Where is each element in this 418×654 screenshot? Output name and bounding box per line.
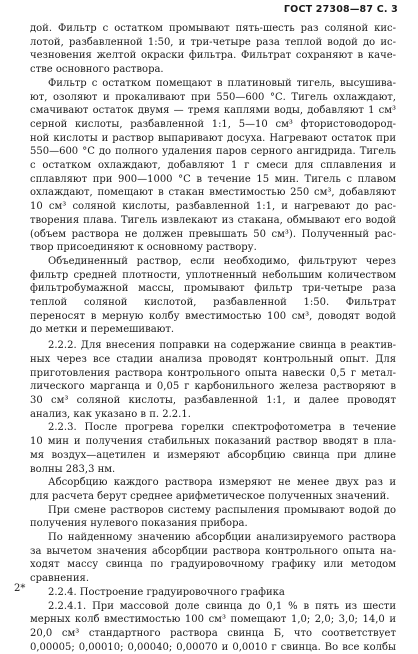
- text-line: твор присоединяют к основному раствору.: [30, 242, 257, 254]
- text-line: до метки и перемешивают.: [30, 324, 175, 336]
- text-line: 20,0 см³ стандартного раствора свинца Б, что соответствует: [30, 627, 396, 639]
- page-header: ГОСТ 27308—87 С. 3: [283, 4, 398, 15]
- text-line: При смене растворов систему распыления промывают водой до: [48, 504, 396, 516]
- text-line: мя воздух—ацетилен и измеряют абсорбцию свинца при длине: [30, 449, 396, 461]
- text-line: охлаждают, помещают в стакан вместимостью 250 см³, добавляют: [30, 187, 396, 199]
- text-line: 2.2.3. После прогрева горелки спектрофотометра в течение: [48, 422, 396, 434]
- text-line: ных через все стадии анализа проводят контрольный опыт. Для: [30, 353, 396, 365]
- text-line: 0,00005; 0,00010; 0,00040; 0,00070 и 0,0010 г свинца. Во все колбы: [30, 641, 396, 653]
- text-line: 10 см³ соляной кислоты, разбавленной 1:1, и нагревают до рас-: [30, 201, 396, 213]
- text-line: теплой соляной кислотой, разбавленной 1:50. Фильтрат: [30, 297, 396, 309]
- text-line: ют, озоляют и прокаливают при 550—600 °С. Тигель охлаждают,: [30, 91, 396, 103]
- text-line: Объединенный раствор, если необходимо, фильтруют через: [48, 255, 396, 267]
- text-line: лического марганца и 0,05 г карбонильного железа растворяют в: [30, 381, 396, 393]
- text-line: 550—600 °С до полного удаления паров серного ангидрида. Тигель: [30, 146, 396, 158]
- text-line: с остатком охлаждают, добавляют 1 г смеси для сплавления и: [30, 160, 396, 172]
- text-line: смачивают остаток двумя — тремя каплями воды, добавляют 1 см³: [30, 105, 396, 117]
- text-line: анализ, как указано в п. 2.2.1.: [30, 408, 191, 420]
- text-line: для расчета берут среднее арифметическое полученных значений.: [30, 490, 390, 502]
- text-line: сравнения.: [30, 573, 89, 585]
- text-line: дой. Фильтр с остатком промывают пять-шесть раз соляной кис-: [30, 23, 396, 34]
- text-line: мерных колб вместимостью 100 см³ помещают 1,0; 2,0; 3,0; 14,0 и: [30, 614, 396, 626]
- text-line: (объем раствора не должен превышать 50 см³). Полученный рас-: [30, 228, 396, 240]
- text-line: 10 мин и получения стабильных показаний раствор вводят в пла-: [30, 436, 396, 448]
- text-line: серной кислоты, разбавленной 1:1, 5—10 см³ фтористоводород-: [30, 118, 396, 130]
- text-line: переносят в мерную колбу вместимостью 100 см³, доводят водой: [30, 310, 396, 322]
- text-line: Абсорбцию каждого раствора измеряют не менее двух раз и: [48, 477, 396, 489]
- text-line: сплавляют при 900—1000 °С в течение 15 мин. Тигель с плавом: [30, 173, 396, 185]
- text-line: ходят массу свинца по градуировочному графику или методом: [30, 559, 396, 571]
- text-line: лотой, разбавленной 1:50, и три-четыре раза теплой водой до ис-: [30, 36, 396, 48]
- text-line: волны 283,3 нм.: [30, 463, 116, 475]
- text-line: чезновения желтой окраски фильтра. Фильтрат сохраняют в каче-: [30, 50, 396, 62]
- text-line: 2.2.2. Для внесения поправки на содержание свинца в реактив-: [48, 340, 396, 352]
- text-line: По найденному значению абсорбции анализируемого раствора: [48, 532, 396, 544]
- text-line: получения нулевого показания прибора.: [30, 518, 248, 530]
- text-line: 30 см³ соляной кислоты, разбавленной 1:1, и далее проводят: [30, 394, 396, 406]
- text-line: приготовления раствора контрольного опыта навески 0,5 г метал-: [30, 367, 396, 379]
- text-line: 2.2.4.1. При массовой доле свинца до 0,1 % в пять из шести: [48, 600, 396, 612]
- text-line: фильтр средней плотности, уплотненный небольшим количеством: [30, 269, 396, 281]
- text-line: творения плава. Тигель извлекают из стакана, обмывают его водой: [30, 214, 396, 226]
- section-heading: [30, 586, 396, 600]
- page-mark: 2*: [14, 583, 26, 594]
- text-line: за вычетом значения абсорбции раствора контрольного опыта на-: [30, 545, 396, 557]
- text-line: стве основного раствора.: [30, 64, 164, 76]
- text-line: фильтробумажной массы, промывают фильтр три-четыре раза: [30, 283, 396, 295]
- body-text: [30, 22, 396, 654]
- text-line: ной кислоты и раствор выпаривают досуха. Нагревают остаток при: [30, 132, 396, 144]
- text-line: Фильтр с остатком помещают в платиновый тигель, высушива-: [48, 77, 396, 89]
- section-heading-text: 2.2.4. Построение градуировочного графика: [48, 586, 285, 598]
